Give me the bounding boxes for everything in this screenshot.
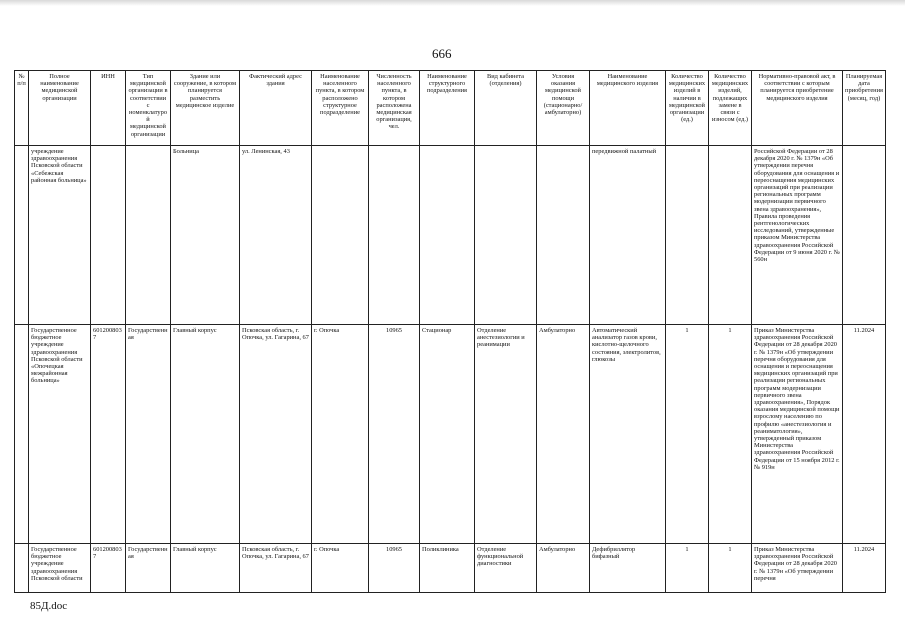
org-type: Государственная [126, 325, 171, 544]
header-cell: Численность населенного пункта, в котором расположена медицинская организация, чел. [369, 71, 420, 146]
table-row [15, 146, 886, 325]
row-number [15, 325, 29, 544]
header-cell: Фактический адрес здания [240, 71, 312, 146]
planned-date: 11.2024 [843, 325, 886, 544]
header-cell: Нормативно-правовой акт, в соответствии с которым планируется приобретение медицинского изделия [752, 71, 843, 146]
device-name: Автоматический анализатор газов крови, кислотно-щелочного состояния, электролитов, глюкозы [590, 325, 666, 544]
building: Больница [171, 146, 240, 325]
locality [312, 146, 369, 325]
header-cell: Тип медицинской организации в соответствии с номенклатурой медицинской организации [126, 71, 171, 146]
address: Псковская область, г. Опочка, ул. Гагарина, 67 [240, 325, 312, 544]
table-row [15, 325, 886, 544]
footer-filename: 85Д.doc [30, 600, 68, 612]
care-conditions: Амбулаторно [537, 325, 590, 544]
address: ул. Ленинская, 43 [240, 146, 312, 325]
header-cell: ИНН [91, 71, 126, 146]
header-cell: Количество медицинских изделий в наличии в медицинской организации (ед.) [666, 71, 709, 146]
org-type: Государственная [126, 544, 171, 593]
inn: 6012008037 [91, 325, 126, 544]
building: Главный корпус [171, 325, 240, 544]
header-cell: Наименование медицинского изделия [590, 71, 666, 146]
planned-date [843, 146, 886, 325]
subdivision: Поликлиника [420, 544, 475, 593]
header-cell: Вид кабинета (отделения) [475, 71, 537, 146]
legal-act: Российской Федерации от 28 декабря 2020 г. № 1379н «Об утверждении перечня оборудования для оснащения и переоснащения медицинских организаций при реализации региональных программ модернизации первичного звена здравоохранения», Правила проведения рентгенологических исследований, утвержденные приказом Министерства здравоохранения Российской Федерации от 9 июня 2020 г. № 560н [752, 146, 843, 325]
table-row [15, 544, 886, 593]
department: Отделение функциональной диагностики [475, 544, 537, 593]
table-header [15, 71, 886, 146]
qty-replace: 1 [709, 325, 752, 544]
care-conditions: Амбулаторно [537, 544, 590, 593]
inn [91, 146, 126, 325]
organization-name: учреждение здравоохранения Псковской области «Себежская районная больница» [29, 146, 91, 325]
building: Главный корпус [171, 544, 240, 593]
locality: г. Опочка [312, 544, 369, 593]
population: 10965 [369, 325, 420, 544]
scan-edge [0, 0, 905, 6]
qty-available: 1 [666, 325, 709, 544]
organization-name: Государственное бюджетное учреждение здравоохранения Псковской области «Опочецкая межрайонная больница» [29, 325, 91, 544]
population: 10965 [369, 544, 420, 593]
legal-act: Приказ Министерства здравоохранения Российской Федерации от 28 декабря 2020 г. № 1379н «Об утверждении перечня [752, 544, 843, 593]
legal-act: Приказ Министерства здравоохранения Российской Федерации от 28 декабря 2020 г. № 1379н «Об утверждении перечня оборудования для оснащения и переоснащения медицинских организаций при реализации региональных программ модернизации первичного звена здравоохранения», Порядок оказания медицинской помощи взрослому населению по профилю «анестезиология и реаниматология», утвержденный приказом Министерства здравоохранения Российской Федерации от 15 ноября 2012 г. № 919н [752, 325, 843, 544]
locality: г. Опочка [312, 325, 369, 544]
row-number [15, 544, 29, 593]
header-cell: Наименование населенного пункта, в котором расположено структурное подразделение [312, 71, 369, 146]
page-number: 666 [432, 46, 452, 61]
department [475, 146, 537, 325]
header-cell: Количество медицинских изделий, подлежащих замене в связи с износом (ед.) [709, 71, 752, 146]
population [369, 146, 420, 325]
subdivision: Стационар [420, 325, 475, 544]
qty-available [666, 146, 709, 325]
planned-date: 11.2024 [843, 544, 886, 593]
department: Отделение анестезиологии и реанимации [475, 325, 537, 544]
care-conditions [537, 146, 590, 325]
org-type [126, 146, 171, 325]
subdivision [420, 146, 475, 325]
address: Псковская область, г. Опочка, ул. Гагарина, 67 [240, 544, 312, 593]
equipment-table [14, 70, 886, 593]
qty-available: 1 [666, 544, 709, 593]
device-name: передвижной палатный [590, 146, 666, 325]
inn: 6012008037 [91, 544, 126, 593]
header-cell: Здание или сооружение, в котором планируется разместить медицинское изделие [171, 71, 240, 146]
header-cell: Планируемая дата приобретения (месяц, год) [843, 71, 886, 146]
header-cell: Наименование структурного подразделения [420, 71, 475, 146]
device-name: Дефибриллятор бифазный [590, 544, 666, 593]
organization-name: Государственное бюджетное учреждение здравоохранения Псковской области [29, 544, 91, 593]
qty-replace [709, 146, 752, 325]
row-number [15, 146, 29, 325]
qty-replace: 1 [709, 544, 752, 593]
header-cell: Условия оказания медицинской помощи (стационарно/ амбулаторно) [537, 71, 590, 146]
header-cell: № п/п [15, 71, 29, 146]
header-cell: Полное наименование медицинской организации [29, 71, 91, 146]
